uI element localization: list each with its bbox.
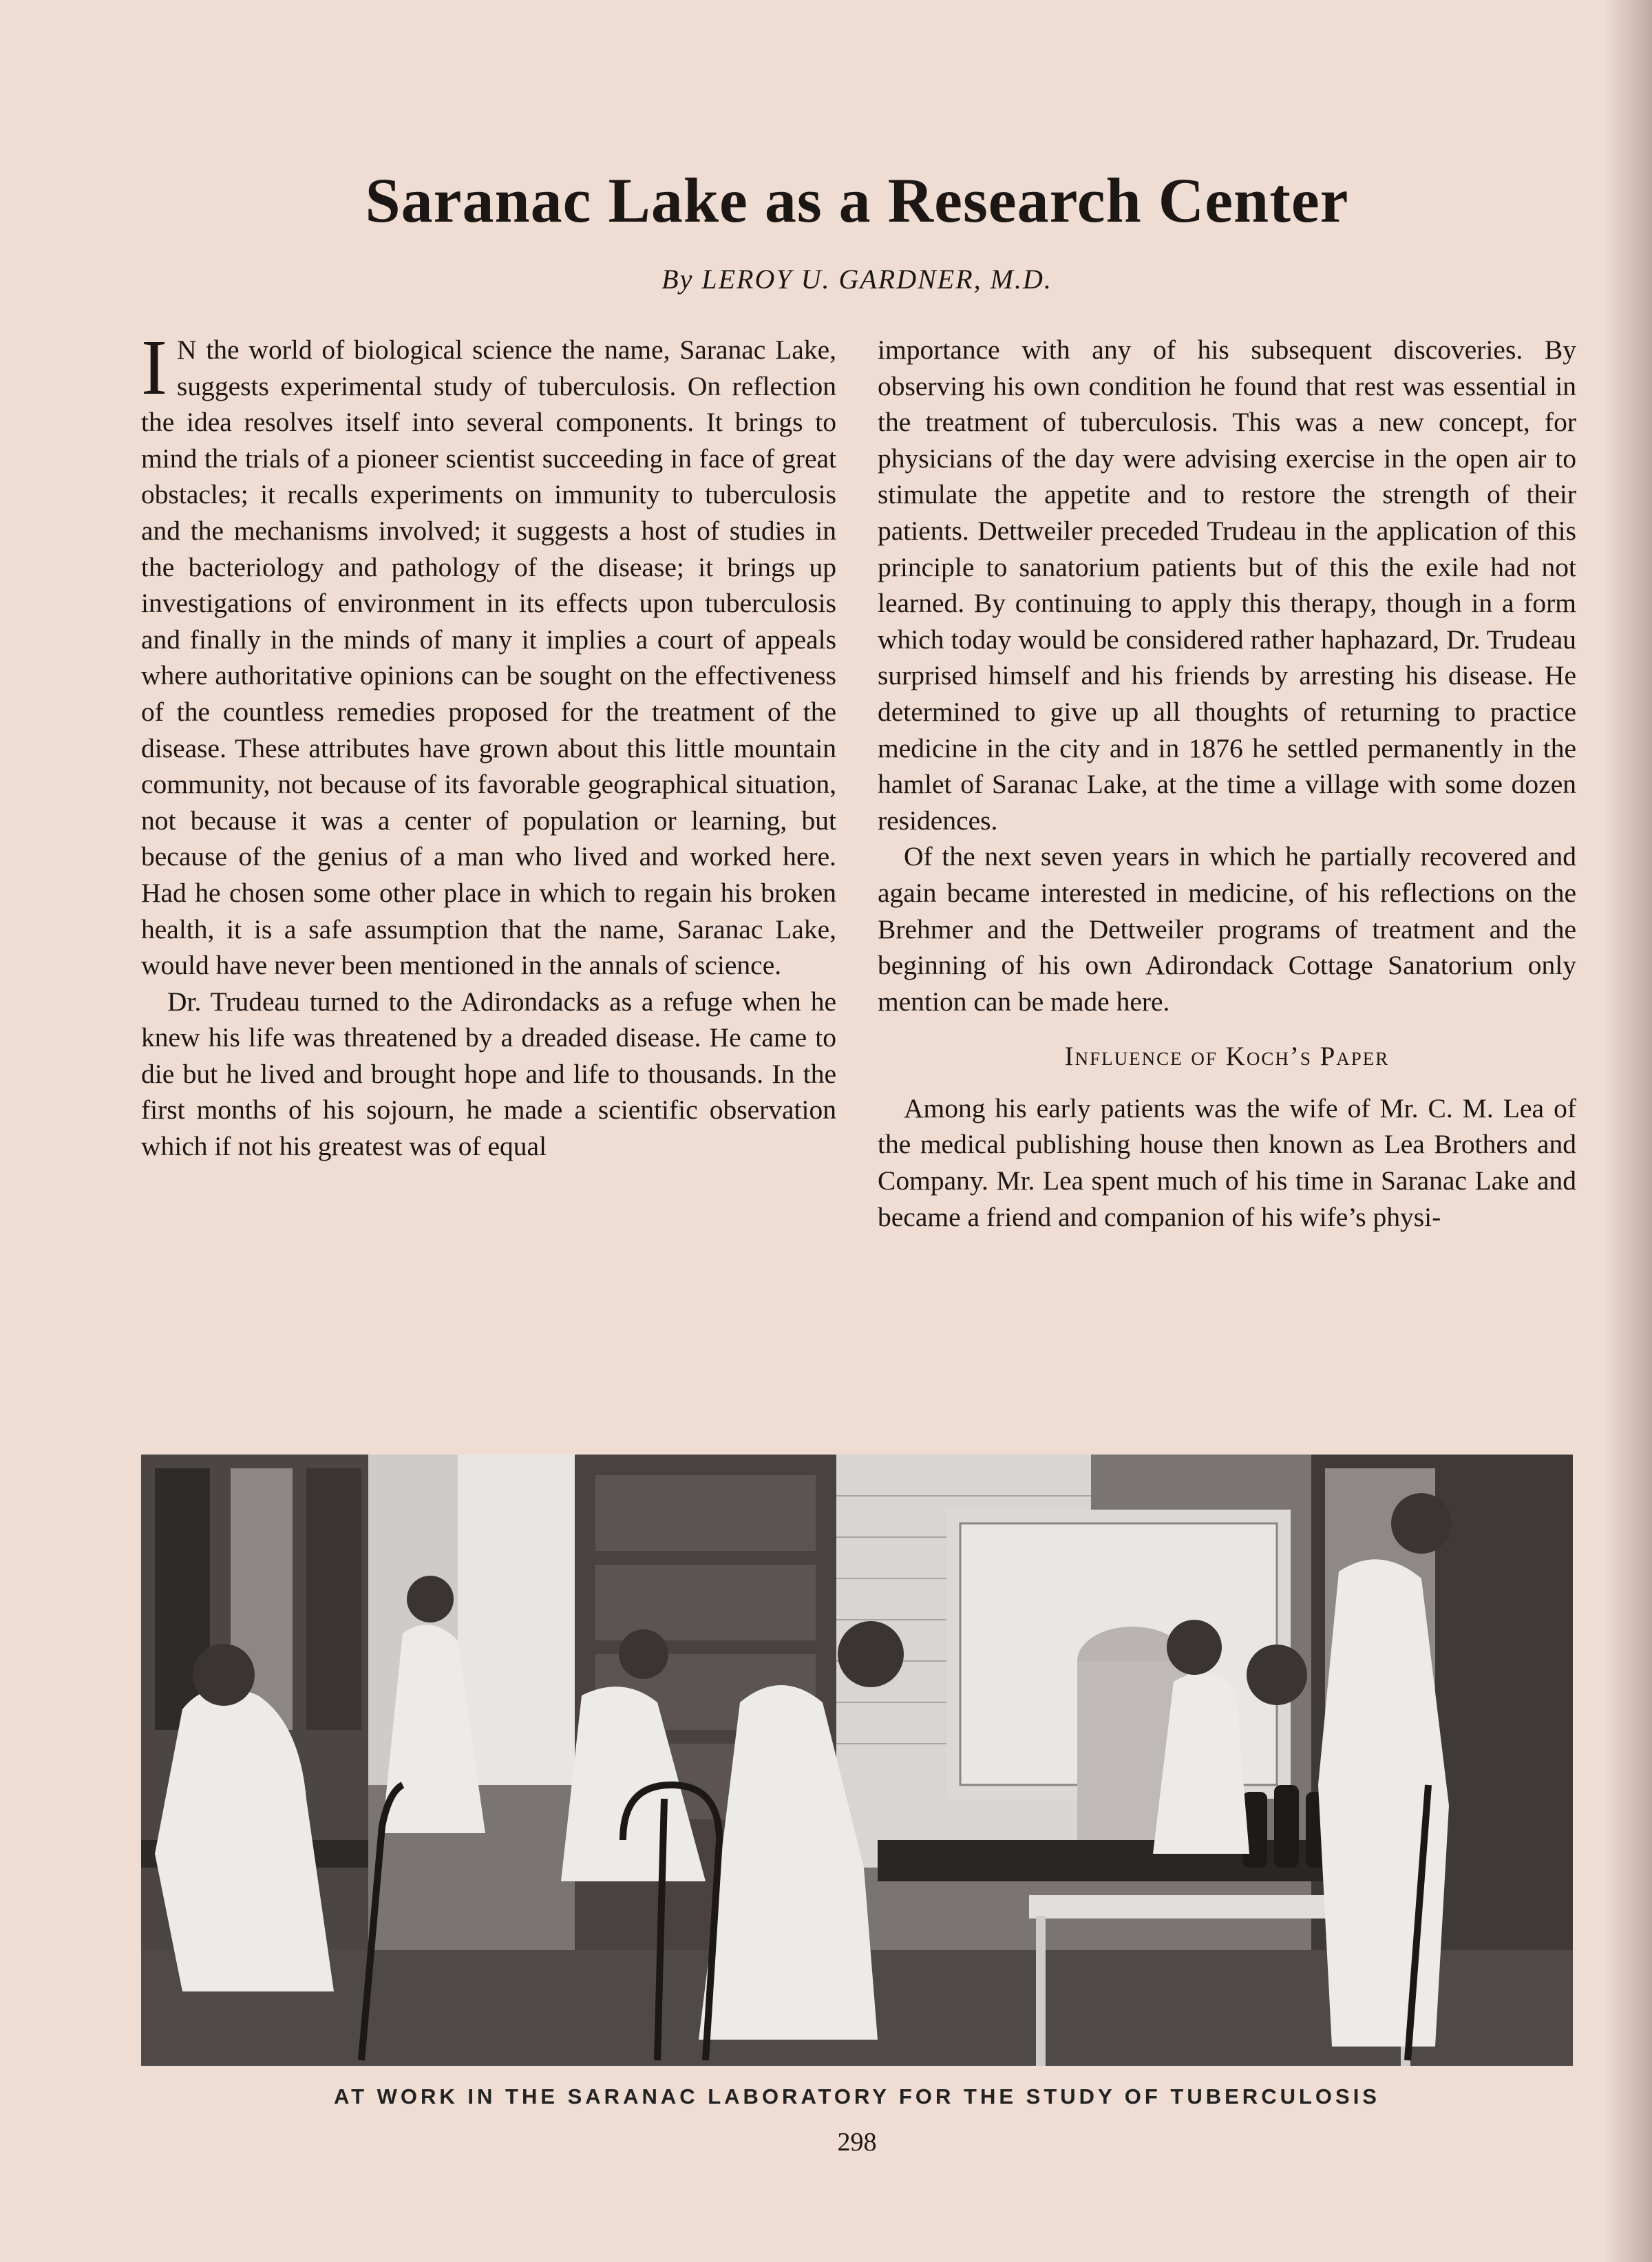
right-column — [878, 332, 1576, 1235]
page-spine-shadow — [1604, 0, 1652, 2262]
paragraph-rest-discovery: importance with any of his subsequent discoveries. By observing his own condition he found that rest was essential in the treatment of tuberculosis. This was a new concept, for physicians of the day were advising exercise in the open air to stimulate the appetite and to restore the strength of their patients. Dettweiler preceded Trudeau in the application of this principle to sanatorium patients but of this the exile had not learned. By continuing to apply this therapy, though in a form which today would be considered rather haphazard, Dr. Trudeau surprised himself and his friends by arresting his disease. He determined to give up all thoughts of returning to practice medicine in the city and in 1876 he settled permanently in the hamlet of Saranac Lake, at the time a village with some dozen residences. — [878, 335, 1576, 836]
article-title: Saranac Lake as a Research Center — [365, 165, 1349, 235]
laboratory-photograph — [141, 1455, 1573, 2066]
drop-cap: I — [141, 324, 167, 411]
paragraph-next-seven-years: Of the next seven years in which he partially recovered and again became interested in medicine, of his reflections on the Brehmer and the Dettweiler programs of treatment and the beginning of his own Adirondack Cottage Sanatorium only mention can be made here. — [878, 841, 1576, 1017]
paragraph-intro-text: N the world of biological science the name, Saranac Lake, suggests experimental study of tuberculosis. On reflection the idea resolves itself into several components. It brings to mind the trials of a pioneer scientist succeeding in face of great obstacles; it recalls experiments on immunity to tuberculosis and the mechanisms involved; it suggests a host of studies in the bacteriology and pathology of the disease; it brings up investigations of environment in its effects upon tuberculosis and finally in the minds of many it implies a court of appeals where authoritative opinions can be sought on the effectiveness of the countless remedies proposed for the treatment of the disease. These attributes have grown about this little mountain community, not because of its favorable geographical situation, not because it was a center of population or learning, but because of the genius of a man who lived and worked here. Had he chosen some other place in which to regain his broken health, it is a safe assumption that the name, Saranac Lake, would have never been mentioned in the annals of science. — [141, 335, 836, 981]
figure-caption: AT WORK IN THE SARANAC LABORATORY FOR THE STUDY OF TUBERCULOSIS — [334, 2084, 1380, 2108]
paragraph-intro — [141, 324, 836, 984]
paragraph-lea: Among his early patients was the wife of Mr. C. M. Lea of the medical publishing house then known as Lea Brothers and Company. Mr. Lea spent much of his time in Saranac Lake and became a friend and companion of his wife’s physi- — [878, 1092, 1576, 1232]
article-byline: By LEROY U. GARDNER, M.D. — [661, 264, 1052, 295]
left-column — [141, 324, 836, 1165]
section-heading: Influence of Koch’s Paper — [1064, 1042, 1390, 1072]
paragraph-trudeau: Dr. Trudeau turned to the Adirondacks as a refuge when he knew his life was threatened by a dreaded disease. He came to die but he lived and brought hope and life to thousands. In the first months of his sojourn, he made a scientific observation which if not his greatest was of equal — [141, 986, 836, 1162]
page-number: 298 — [837, 2128, 877, 2157]
